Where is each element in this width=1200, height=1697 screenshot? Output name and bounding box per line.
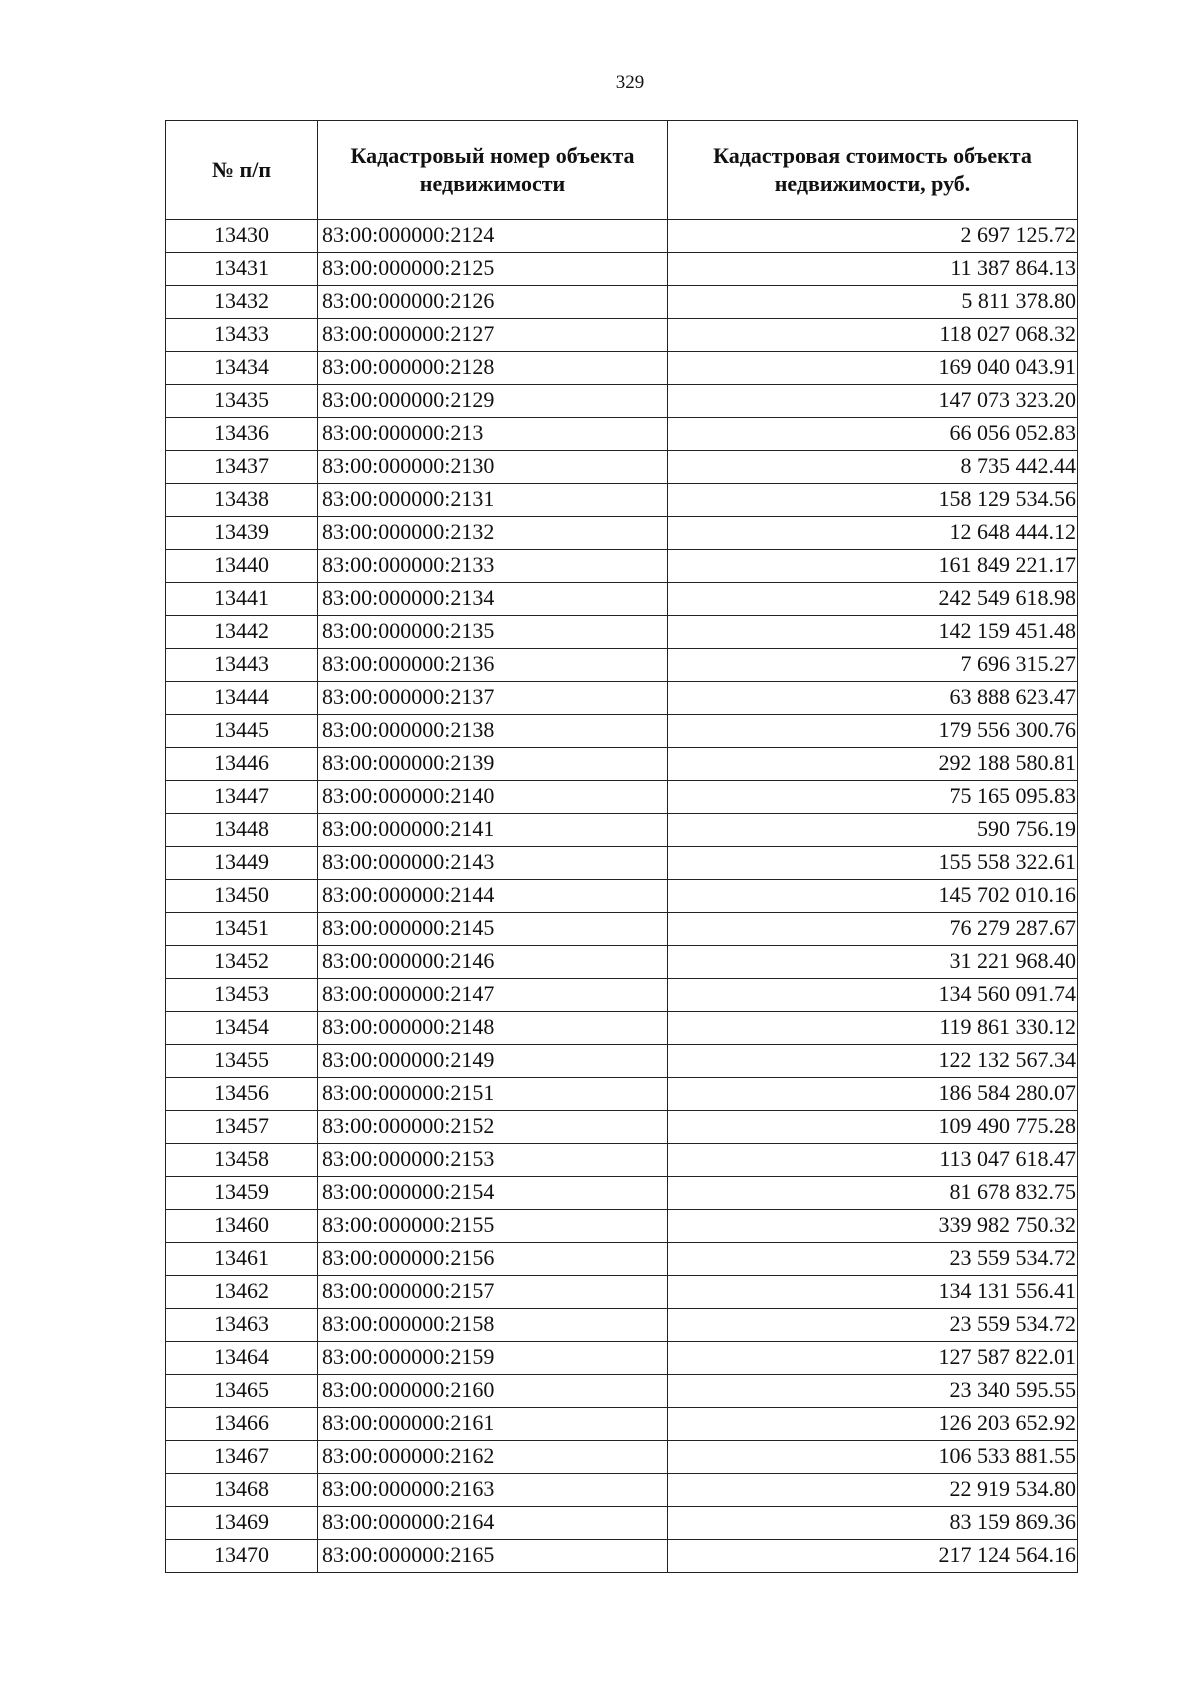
- row-number: 13468: [166, 1474, 318, 1507]
- cadastral-number: 83:00:000000:2157: [318, 1276, 668, 1309]
- cadastral-number: 83:00:000000:2148: [318, 1012, 668, 1045]
- cadastral-number: 83:00:000000:2145: [318, 913, 668, 946]
- cadastral-value: 2 697 125.72: [668, 220, 1078, 253]
- cadastral-value: 23 559 534.72: [668, 1243, 1078, 1276]
- table-row: [166, 682, 1078, 715]
- cadastral-number: 83:00:000000:2161: [318, 1408, 668, 1441]
- cadastral-number: 83:00:000000:2133: [318, 550, 668, 583]
- cadastral-value: 127 587 822.01: [668, 1342, 1078, 1375]
- row-number: 13443: [166, 649, 318, 682]
- cadastral-number: 83:00:000000:2126: [318, 286, 668, 319]
- cadastral-value: 23 559 534.72: [668, 1309, 1078, 1342]
- cadastral-number: 83:00:000000:2151: [318, 1078, 668, 1111]
- cadastral-value: 339 982 750.32: [668, 1210, 1078, 1243]
- table-row: [166, 1408, 1078, 1441]
- cadastral-number: 83:00:000000:2152: [318, 1111, 668, 1144]
- table-row: [166, 1144, 1078, 1177]
- table-row: [166, 1012, 1078, 1045]
- table-row: [166, 1342, 1078, 1375]
- header-num: № п/п: [166, 121, 318, 220]
- cadastral-number: 83:00:000000:2155: [318, 1210, 668, 1243]
- row-number: 13469: [166, 1507, 318, 1540]
- table-row: [166, 979, 1078, 1012]
- row-number: 13458: [166, 1144, 318, 1177]
- table-row: [166, 880, 1078, 913]
- cadastral-number: 83:00:000000:2154: [318, 1177, 668, 1210]
- table-row: [166, 418, 1078, 451]
- row-number: 13461: [166, 1243, 318, 1276]
- cadastral-value: 186 584 280.07: [668, 1078, 1078, 1111]
- cadastral-value: 134 131 556.41: [668, 1276, 1078, 1309]
- row-number: 13432: [166, 286, 318, 319]
- row-number: 13457: [166, 1111, 318, 1144]
- cadastral-value: 81 678 832.75: [668, 1177, 1078, 1210]
- cadastral-value: 12 648 444.12: [668, 517, 1078, 550]
- cadastral-number: 83:00:000000:2134: [318, 583, 668, 616]
- table-row: [166, 1177, 1078, 1210]
- row-number: 13440: [166, 550, 318, 583]
- cadastral-number: 83:00:000000:2153: [318, 1144, 668, 1177]
- cadastral-number: 83:00:000000:2141: [318, 814, 668, 847]
- header-cadastral-number: Кадастровый номер объекта недвижимости: [318, 121, 668, 220]
- cadastral-value: 158 129 534.56: [668, 484, 1078, 517]
- row-number: 13465: [166, 1375, 318, 1408]
- row-number: 13467: [166, 1441, 318, 1474]
- row-number: 13441: [166, 583, 318, 616]
- row-number: 13455: [166, 1045, 318, 1078]
- row-number: 13439: [166, 517, 318, 550]
- row-number: 13449: [166, 847, 318, 880]
- row-number: 13436: [166, 418, 318, 451]
- cadastral-value: 126 203 652.92: [668, 1408, 1078, 1441]
- cadastral-number: 83:00:000000:2146: [318, 946, 668, 979]
- header-cadastral-value: Кадастровая стоимость объекта недвижимости, руб.: [668, 121, 1078, 220]
- table-row: [166, 1045, 1078, 1078]
- row-number: 13433: [166, 319, 318, 352]
- table-row: [166, 913, 1078, 946]
- table-row: [166, 847, 1078, 880]
- table-row: [166, 1111, 1078, 1144]
- cadastral-value: 63 888 623.47: [668, 682, 1078, 715]
- cadastral-value: 113 047 618.47: [668, 1144, 1078, 1177]
- cadastral-value: 118 027 068.32: [668, 319, 1078, 352]
- table-row: [166, 781, 1078, 814]
- cadastral-number: 83:00:000000:2136: [318, 649, 668, 682]
- cadastral-value: 155 558 322.61: [668, 847, 1078, 880]
- cadastral-number: 83:00:000000:2135: [318, 616, 668, 649]
- row-number: 13442: [166, 616, 318, 649]
- cadastral-value: 169 040 043.91: [668, 352, 1078, 385]
- row-number: 13470: [166, 1540, 318, 1573]
- table-row: [166, 1375, 1078, 1408]
- cadastral-number: 83:00:000000:2158: [318, 1309, 668, 1342]
- cadastral-value: 5 811 378.80: [668, 286, 1078, 319]
- row-number: 13456: [166, 1078, 318, 1111]
- table-row: [166, 715, 1078, 748]
- cadastral-number: 83:00:000000:2139: [318, 748, 668, 781]
- cadastral-value: 134 560 091.74: [668, 979, 1078, 1012]
- cadastral-number: 83:00:000000:2144: [318, 880, 668, 913]
- table-row: [166, 649, 1078, 682]
- table-row: [166, 319, 1078, 352]
- cadastral-table: [165, 120, 1078, 1573]
- row-number: 13460: [166, 1210, 318, 1243]
- page-number: 329: [615, 72, 645, 93]
- cadastral-value: 8 735 442.44: [668, 451, 1078, 484]
- cadastral-value: 23 340 595.55: [668, 1375, 1078, 1408]
- cadastral-value: 22 919 534.80: [668, 1474, 1078, 1507]
- table-row: [166, 1540, 1078, 1573]
- table-row: [166, 1210, 1078, 1243]
- cadastral-number: 83:00:000000:2131: [318, 484, 668, 517]
- row-number: 13466: [166, 1408, 318, 1441]
- row-number: 13434: [166, 352, 318, 385]
- row-number: 13430: [166, 220, 318, 253]
- row-number: 13452: [166, 946, 318, 979]
- cadastral-number: 83:00:000000:2140: [318, 781, 668, 814]
- cadastral-number: 83:00:000000:2125: [318, 253, 668, 286]
- cadastral-number: 83:00:000000:2165: [318, 1540, 668, 1573]
- cadastral-value: 161 849 221.17: [668, 550, 1078, 583]
- row-number: 13431: [166, 253, 318, 286]
- cadastral-number: 83:00:000000:2138: [318, 715, 668, 748]
- table-row: [166, 517, 1078, 550]
- row-number: 13437: [166, 451, 318, 484]
- row-number: 13459: [166, 1177, 318, 1210]
- table-row: [166, 1243, 1078, 1276]
- table-row: [166, 1474, 1078, 1507]
- table-row: [166, 220, 1078, 253]
- cadastral-number: 83:00:000000:2159: [318, 1342, 668, 1375]
- cadastral-number: 83:00:000000:2124: [318, 220, 668, 253]
- cadastral-value: 106 533 881.55: [668, 1441, 1078, 1474]
- row-number: 13450: [166, 880, 318, 913]
- table-row: [166, 583, 1078, 616]
- row-number: 13463: [166, 1309, 318, 1342]
- table-row: [166, 550, 1078, 583]
- cadastral-number: 83:00:000000:2127: [318, 319, 668, 352]
- cadastral-value: 217 124 564.16: [668, 1540, 1078, 1573]
- table-row: [166, 946, 1078, 979]
- cadastral-value: 122 132 567.34: [668, 1045, 1078, 1078]
- table-row: [166, 451, 1078, 484]
- table-row: [166, 484, 1078, 517]
- cadastral-value: 142 159 451.48: [668, 616, 1078, 649]
- cadastral-number: 83:00:000000:2130: [318, 451, 668, 484]
- row-number: 13446: [166, 748, 318, 781]
- cadastral-number: 83:00:000000:2156: [318, 1243, 668, 1276]
- cadastral-number: 83:00:000000:2128: [318, 352, 668, 385]
- row-number: 13448: [166, 814, 318, 847]
- row-number: 13464: [166, 1342, 318, 1375]
- cadastral-number: 83:00:000000:2163: [318, 1474, 668, 1507]
- cadastral-number: 83:00:000000:213: [318, 418, 668, 451]
- table-row: [166, 1276, 1078, 1309]
- cadastral-value: 11 387 864.13: [668, 253, 1078, 286]
- cadastral-value: 76 279 287.67: [668, 913, 1078, 946]
- cadastral-value: 7 696 315.27: [668, 649, 1078, 682]
- cadastral-value: 145 702 010.16: [668, 880, 1078, 913]
- cadastral-number: 83:00:000000:2147: [318, 979, 668, 1012]
- row-number: 13453: [166, 979, 318, 1012]
- cadastral-number: 83:00:000000:2143: [318, 847, 668, 880]
- cadastral-value: 147 073 323.20: [668, 385, 1078, 418]
- cadastral-value: 179 556 300.76: [668, 715, 1078, 748]
- cadastral-value: 109 490 775.28: [668, 1111, 1078, 1144]
- row-number: 13438: [166, 484, 318, 517]
- cadastral-number: 83:00:000000:2149: [318, 1045, 668, 1078]
- cadastral-value: 31 221 968.40: [668, 946, 1078, 979]
- cadastral-value: 75 165 095.83: [668, 781, 1078, 814]
- cadastral-value: 83 159 869.36: [668, 1507, 1078, 1540]
- cadastral-value: 590 756.19: [668, 814, 1078, 847]
- row-number: 13462: [166, 1276, 318, 1309]
- cadastral-number: 83:00:000000:2162: [318, 1441, 668, 1474]
- cadastral-value: 292 188 580.81: [668, 748, 1078, 781]
- table-row: [166, 253, 1078, 286]
- table-row: [166, 1507, 1078, 1540]
- row-number: 13435: [166, 385, 318, 418]
- cadastral-value: 66 056 052.83: [668, 418, 1078, 451]
- table-row: [166, 616, 1078, 649]
- cadastral-value: 242 549 618.98: [668, 583, 1078, 616]
- table-row: [166, 814, 1078, 847]
- row-number: 13451: [166, 913, 318, 946]
- row-number: 13447: [166, 781, 318, 814]
- table-row: [166, 748, 1078, 781]
- table-row: [166, 286, 1078, 319]
- table-row: [166, 352, 1078, 385]
- table-row: [166, 1309, 1078, 1342]
- table-body: [166, 220, 1078, 1573]
- cadastral-number: 83:00:000000:2160: [318, 1375, 668, 1408]
- cadastral-number: 83:00:000000:2164: [318, 1507, 668, 1540]
- cadastral-number: 83:00:000000:2137: [318, 682, 668, 715]
- row-number: 13444: [166, 682, 318, 715]
- table-header-row: [166, 121, 1078, 220]
- table-row: [166, 385, 1078, 418]
- cadastral-number: 83:00:000000:2132: [318, 517, 668, 550]
- row-number: 13445: [166, 715, 318, 748]
- row-number: 13454: [166, 1012, 318, 1045]
- cadastral-value: 119 861 330.12: [668, 1012, 1078, 1045]
- cadastral-number: 83:00:000000:2129: [318, 385, 668, 418]
- table-row: [166, 1078, 1078, 1111]
- table-row: [166, 1441, 1078, 1474]
